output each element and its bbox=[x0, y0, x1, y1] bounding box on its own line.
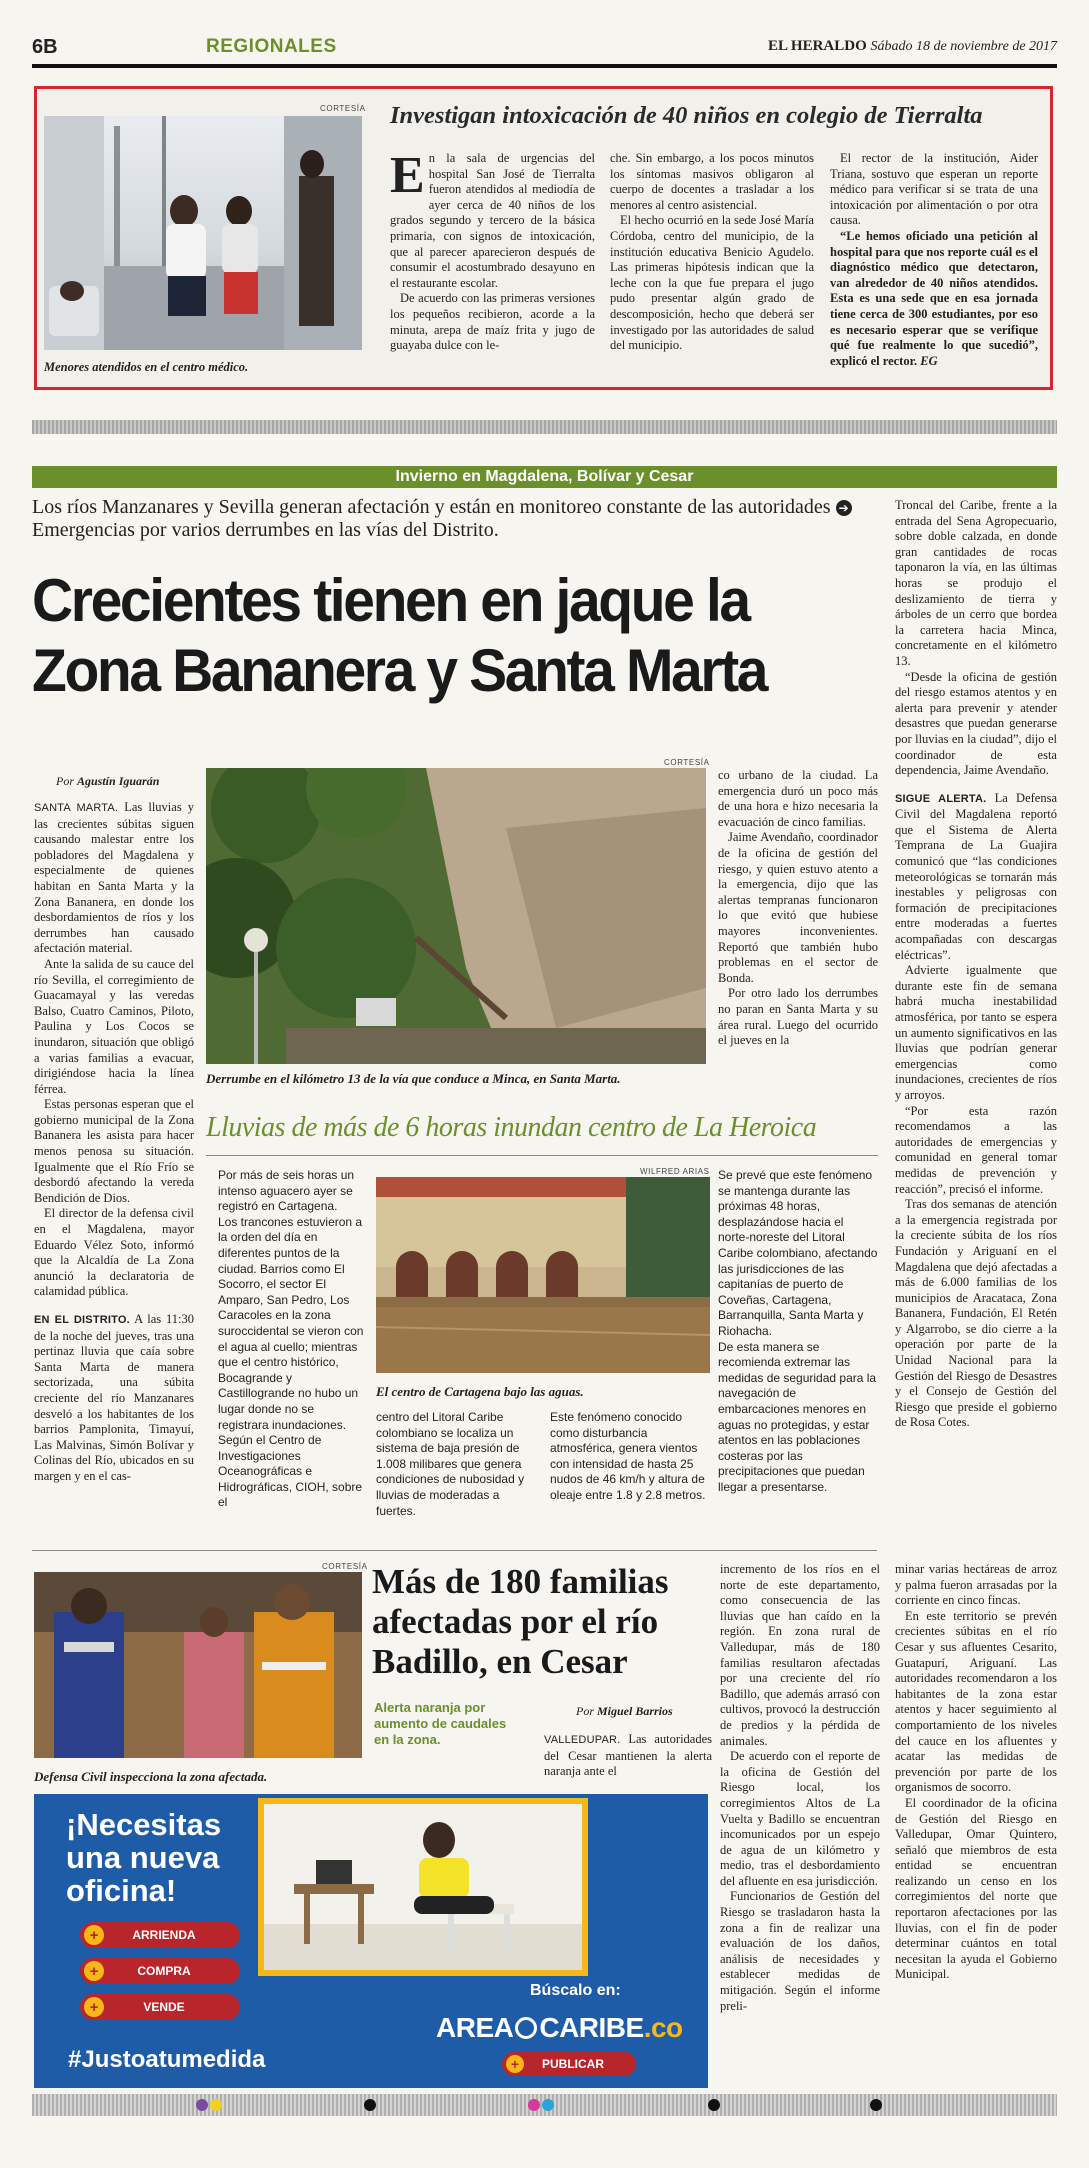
story1-photo bbox=[44, 116, 362, 350]
story4-subhead: Alerta naranja por aumento de caudales en la zona. bbox=[374, 1700, 507, 1747]
ad-button-arrienda[interactable] bbox=[80, 1922, 240, 1948]
story4-p3: De acuerdo con el reporte de la oficina de Gestión del Riesgo local, los corregimientos Altos de La Vuelta y Badillo se encuentran incomunicados por un espejo de agua de un kilómetro y medio, tras el desbordamiento del afluente en esa jurisdicción. bbox=[720, 1749, 880, 1888]
ad-button-vende-label: VENDE bbox=[143, 2000, 185, 2014]
story3-col1 bbox=[218, 1168, 364, 1511]
story3-photo bbox=[376, 1177, 710, 1373]
story2-byline-prefix: Por bbox=[56, 774, 74, 788]
story2-deck-main: Los ríos Manzanares y Sevilla generan afectación y están en monitoreo constante de las autoridades bbox=[32, 496, 831, 518]
ad-brand-logo-icon bbox=[515, 2017, 537, 2039]
ad-brand-right: CARIBE bbox=[539, 2012, 644, 2043]
story3-credit: WILFRED ARIAS bbox=[640, 1167, 710, 1176]
story2-caption: Derrumbe en el kilómetro 13 de la vía que conduce a Minca, en Santa Marta. bbox=[206, 1071, 621, 1086]
registration-dot bbox=[542, 2099, 554, 2111]
story4-headline: Más de 180 familias afectadas por el río Badillo, en Cesar bbox=[372, 1562, 669, 1681]
story2-headline: Crecientes tienen en jaque la Zona Bananera y Santa Marta bbox=[32, 567, 767, 704]
ad-button-compra[interactable] bbox=[80, 1958, 240, 1984]
story2-subhead-distrito: EN EL DISTRITO. bbox=[34, 1314, 130, 1326]
story4-p5: minar varias hectáreas de arroz y palma fueron arrasadas por la corriente en cinco fincas. bbox=[895, 1562, 1057, 1608]
story4-byline bbox=[576, 1704, 673, 1719]
registration-dot bbox=[364, 2099, 376, 2111]
ad-button-compra-label: COMPRA bbox=[137, 1964, 191, 1978]
story3-p2: Los trancones estuvieron a la orden del día en diferentes puntos de la ciudad. Barrios como El Socorro, el sector El Amparo, San Pedro, Los Caracoles en la zona suroccidental se vieron con el agua al cuello; mientras que el centro histórico, Bocagrande y Castillogrande no hubo un lugar donde no se registrara inundaciones. bbox=[218, 1214, 364, 1432]
drop-cap: E bbox=[390, 147, 425, 204]
story2-p11-text: La Defensa Civil del Magdalena reportó que el Sistema de Alerta Temprana de La Guajira comunicó que “las condiciones meteorológicas se tornarán más inestables y peligrosas con formación de precipitaciones entre moderadas a fuertes acompañadas con descargas eléctricas”. bbox=[895, 790, 1057, 962]
ad-button-arrienda-label: ARRIENDA bbox=[132, 1928, 196, 1942]
story2-deck bbox=[32, 496, 872, 542]
story4-p4: Funcionarios de Gestión del Riesgo se trasladaron hasta la zona a fin de realizar una evaluación de los daños, análisis de necesidades y establecer medidas de mitigación. Según el informe preli- bbox=[720, 1889, 880, 2013]
deck-arrow-icon: ➔ bbox=[836, 500, 852, 516]
story2-p8: Por otro lado los derrumbes no paran en Santa Marta y su área rural. Luego del ocurrido el jueves en la bbox=[718, 986, 878, 1048]
story3-p4: Se prevé que este fenómeno se mantenga durante las próximas 48 horas, desplazándose hacia el norte-noreste del Litoral Caribe colombiano, afectando las jurisdicciones de las capitanías de puerto de Coveñas, Cartagena, Barranquilla, Santa Marta y Riohacha. bbox=[718, 1168, 878, 1338]
ad-title-line2: una nueva bbox=[66, 1840, 220, 1875]
registration-dot bbox=[870, 2099, 882, 2111]
ad-publish-button[interactable] bbox=[502, 2052, 636, 2076]
landslide-illustration bbox=[206, 768, 706, 1064]
section-divider bbox=[32, 420, 1057, 434]
page-number: 6B bbox=[32, 36, 58, 58]
paper-name: EL HERALDO bbox=[768, 38, 867, 54]
story2-deck-secondary: Emergencias por varios derrumbes en las vías del Distrito. bbox=[32, 519, 499, 541]
plus-icon: + bbox=[84, 1997, 104, 2017]
story2-p10: “Desde la oficina de gestión del riesgo estamos atentos y en alerta para prevenir y atender desastres que puedan generarse por lluvias en la ciudad”, dijo el coordinador de esta dependencia, Jaime Avendaño. bbox=[895, 669, 1057, 778]
edition-date: Sábado 18 de noviembre de 2017 bbox=[870, 39, 1058, 54]
story1-signature: EG bbox=[920, 353, 938, 368]
story1-p3: che. Sin embargo, a los pocos minutos los síntomas masivos obligaron al cuerpo de docentes a trasladar a los menores al centro asistencial. bbox=[610, 151, 814, 212]
section-name: REGIONALES bbox=[206, 36, 337, 57]
ad-title bbox=[66, 1808, 221, 1907]
story4-p7: El coordinador de la oficina de Gestión del Riesgo en Valledupar, Omar Quintero, señaló que miembros de esta entidad se encuentran realizando un censo en los corregimientos del norte que reportaron afectaciones por las lluvias, con el fin de poder determinar cuántos en total necesitan la ayuda el Gobierno Municipal. bbox=[895, 1795, 1057, 1982]
story2-byline bbox=[56, 774, 159, 789]
story4-photo bbox=[34, 1572, 362, 1758]
plus-icon: + bbox=[506, 2055, 524, 2073]
story4-dateline: VALLEDUPAR. bbox=[544, 1734, 621, 1746]
story2-photo bbox=[206, 768, 706, 1064]
story2-p7: Jaime Avendaño, coordinador de la oficina de gestión del riesgo, y quien estuvo atento a la emergencia, dijo que las alertas tempranas funcionaron lo que evitó que hubiese mayores inconvenientes. Reportó que también hubo problemas en el sector de Bonda. bbox=[718, 830, 878, 985]
story4-p6: En este territorio se prevén crecientes súbitas en el río Cesar y sus afluentes Cesarito, Guatapurí, Ariguaní. Las autoridades recomendaron a los habitantes de la zona estar atentos y hacer seguimiento al comportamiento de los niveles del cauce en los afluentes y acatar las medidas de prevención por parte de los organismos de socorro. bbox=[895, 1608, 1057, 1795]
story4-credit: CORTESÍA bbox=[322, 1562, 368, 1571]
story3-col2: centro del Litoral Caribe colombiano se localiza un sistema de baja presión de 1.008 milibares que genera condiciones de nubosidad y lluvias de moderadas a fuertes. bbox=[376, 1410, 525, 1518]
plus-icon: + bbox=[84, 1925, 104, 1945]
story4-caption: Defensa Civil inspecciona la zona afectada. bbox=[34, 1769, 268, 1784]
story2-col5 bbox=[895, 498, 1057, 1431]
story4-top-rule bbox=[32, 1550, 877, 1551]
story1-credit: CORTESÍA bbox=[320, 104, 366, 113]
story1-col3 bbox=[830, 151, 1038, 369]
ad-button-vende[interactable] bbox=[80, 1994, 240, 2020]
ad-search-label: Búscalo en: bbox=[530, 1982, 621, 1999]
story4-col1 bbox=[544, 1732, 712, 1780]
story2-p13: “Por esta razón recomendamos a las autoridades de emergencias y comunidad en general tomar medidas de prevención y reacción”, precisó el informe. bbox=[895, 1103, 1057, 1196]
story1-col2 bbox=[610, 151, 814, 354]
story4-col2 bbox=[720, 1562, 880, 2014]
story1-p5: El rector de la institución, Aider Triana, sostuvo que esperan un reporte médico para verificar si se trata de una intoxicación por alimentación o por otra causa. bbox=[830, 151, 1038, 228]
story2-p1-text: Las lluvias y las crecientes súbitas siguen causando malestar entre los pobladores del Magdalena y especialmente de quienes habitan en Santa Marta y la Zona Bananera, en donde los desbordamientos de ríos y los derrumbes han causado afectación material. bbox=[34, 800, 194, 956]
ad-title-line1: ¡Necesitas bbox=[66, 1807, 222, 1842]
story1-p6 bbox=[830, 229, 1038, 369]
story1-caption: Menores atendidos en el centro médico. bbox=[44, 360, 249, 374]
story1-quote: “Le hemos oficiado una petición al hospital para que nos reporte cuál es el diagnóstico médico que detectaron, van alrededor de 40 niños atendidos. Esta es una sede que en esa jornada tiene cerca de 300 estudiantes, por eso es necesario esperar que se verifique qué fue realmente lo que sucedió”, explicó el rector. bbox=[830, 228, 1038, 368]
ad-brand-tld: .co bbox=[643, 2012, 683, 2043]
story4-p1-text: Las autoridades del Cesar mantienen la alerta naranja ante el bbox=[544, 1732, 713, 1779]
story2-p12: Advierte igualmente que durante este fin de semana habrá mucha inestabilidad atmosférica, por tanto se espera un aumento significativos en las lluvias que podrían generar emergencias como inundaciones, crecientes de ríos y arroyos. bbox=[895, 963, 1057, 1102]
registration-dot bbox=[210, 2099, 222, 2111]
story2-p11 bbox=[895, 791, 1057, 964]
civil-defense-illustration bbox=[34, 1572, 362, 1758]
story2-p3: Estas personas esperan que el gobierno municipal de la Zona Bananera les asista para hacer menos penosa su situación. Igualmente que el Río Frío se desbordó afectando la vereda Bendición de Dios. bbox=[34, 1097, 194, 1205]
story2-credit: CORTESÍA bbox=[664, 758, 710, 767]
story3-col4 bbox=[718, 1168, 878, 1495]
story3-p5: De esta manera se recomienda extremar las medidas de seguridad para la navegación de embarcaciones menores en aguas no protegidas, y estar atentos en las poblaciones costeras por las precipitaciones que puedan llegar a presentarse. bbox=[718, 1339, 877, 1494]
flood-illustration bbox=[376, 1177, 710, 1373]
ad-publish-label: PUBLICAR bbox=[542, 2057, 604, 2071]
story1-p4: El hecho ocurrió en la sede José María Córdoba, centro del municipio, de la institución educativa Benicio Agudelo. Las primeras hipótesis indican que la leche con la que fue prepara el jugo pudo presentar algún grado de descomposición, hecho que deberá ser investigado por las autoridades de salud del municipio. bbox=[610, 213, 814, 353]
story2-dateline: SANTA MARTA. bbox=[34, 802, 119, 814]
story2-subhead-alerta: SIGUE ALERTA. bbox=[895, 792, 987, 805]
story2-p5-text: A las 11:30 de la noche del jueves, tras una pertinaz lluvia que caía sobre Santa Marta de manera sectorizada, una súbita creciente del río Manzanares desveló a los habitantes de los barrios Pamplonita, Timayuí, Las Malvinas, Simón Bolívar y Colinas del Río, ubicados en su margen y en el cas- bbox=[34, 1312, 194, 1483]
plus-icon: + bbox=[84, 1961, 104, 1981]
story3-p1: Por más de seis horas un intenso aguacero ayer se registró en Cartagena. bbox=[218, 1168, 355, 1214]
story2-author: Agustín Iguarán bbox=[77, 774, 160, 788]
story2-p9: Troncal del Caribe, frente a la entrada del Sena Agropecuario, sobre doble calzada, en donde gran cantidades de rocas taponaron la vía, en las últimas horas se produjo el deslizamiento de tierra y árboles de un cerro que bordea la carretera hacia Minca, concretamente en el kilómetro 13. bbox=[895, 498, 1057, 668]
registration-dot bbox=[196, 2099, 208, 2111]
story3-caption: El centro de Cartagena bajo las aguas. bbox=[376, 1384, 584, 1399]
story4-byline-prefix: Por bbox=[576, 1704, 594, 1718]
story2-p14: Tras dos semanas de atención a la emergencia registrada por la creciente súbita de los ríos Fundación y Ariguaní en el Magdalena que dejó afectadas a más de 6.000 familias de los municipios de Aracataca, Zona Bananera, Fundación, El Retén y Algarrobo, se dio cierre a la operación por parte de la Unidad Nacional para la Gestión del Riesgo de Desastres y el Consejo de Gestión del Riesgo que preside el gobierno de Rosa Cotes. bbox=[895, 1197, 1057, 1430]
registration-dot bbox=[708, 2099, 720, 2111]
clinic-illustration bbox=[44, 116, 362, 350]
story3-p3: Según el Centro de Investigaciones Oceanográficas e Hidrográficas, CIOH, sobre el bbox=[218, 1433, 363, 1510]
story4-p1 bbox=[544, 1732, 712, 1780]
story1-p2: De acuerdo con las primeras versiones los pequeños recibieron, acorde a la minuta, arepa de maíz frita y jugo de guayaba dulce con le- bbox=[390, 291, 595, 353]
story2-kicker: Invierno en Magdalena, Bolívar y Cesar bbox=[32, 466, 1057, 488]
ad-hashtag: #Justoatumedida bbox=[68, 2046, 266, 2073]
ad-office-illustration bbox=[264, 1804, 582, 1970]
story4-col3 bbox=[895, 1562, 1057, 1983]
masthead-line bbox=[768, 38, 1057, 55]
registration-dot bbox=[528, 2099, 540, 2111]
ad-title-line3: oficina! bbox=[66, 1873, 177, 1908]
story2-p4: El director de la defensa civil en el Magdalena, mayor Eduardo Vélez Soto, informó que la Alcaldía de La Zona anunció la declaratoria de calamidad pública. bbox=[34, 1206, 194, 1299]
story2-p6: co urbano de la ciudad. La emergencia duró un poco más de una hora e hizo necesaria la evacuación de cinco familias. bbox=[718, 768, 878, 829]
story1-p1: n la sala de urgencias del hospital San José de Tierralta fueron atendidos al mediodía de ayer cerca de 40 niños de los grados segundo y tercero de la básica primaria, con signos de intoxicación, que al parecer aparecieron después de consumir el acostumbrado desayuno en el restaurante escolar. bbox=[390, 151, 595, 290]
story2-p1 bbox=[34, 800, 194, 957]
header-rule bbox=[32, 64, 1057, 68]
story4-p2: incremento de los ríos en el norte de este departamento, como consecuencia de las lluvias que han caído en la región. En zona rural de Valledupar, más de 180 familias resultaron afectadas por una creciente del río Badillo, que además arrasó con cultivos, provocó la destrucción de predios y la pérdida de animales. bbox=[720, 1562, 880, 1748]
story2-col1 bbox=[34, 800, 194, 1485]
ad-brand[interactable] bbox=[436, 2012, 683, 2044]
story1-col1 bbox=[390, 147, 595, 354]
story1-headline: Investigan intoxicación de 40 niños en colegio de Tierralta bbox=[390, 102, 983, 129]
ad-photo-frame bbox=[258, 1798, 588, 1976]
story3-rule bbox=[206, 1155, 878, 1156]
story2-p5 bbox=[34, 1312, 194, 1485]
story2-col4 bbox=[718, 768, 878, 1049]
ad-banner[interactable] bbox=[34, 1794, 708, 2088]
story3-col3: Este fenómeno conocido como disturbancia atmosférica, genera vientos con intensidad de hasta 25 nudos de 46 km/h y altura de oleaje entre 1.8 y 2.8 metros. bbox=[550, 1410, 706, 1502]
story3-headline: Lluvias de más de 6 horas inundan centro de La Heroica bbox=[206, 1112, 817, 1143]
story4-author: Miguel Barrios bbox=[597, 1704, 673, 1718]
story2-p2: Ante la salida de su cauce del río Sevilla, el corregimiento de Guacamayal y las veredas Balso, Cuatro Caminos, Piloto, Paulina y Los Cocos se inundaron, situación que obligó a varias familias a evacuar, dirigiéndose hacia la línea férrea. bbox=[34, 956, 194, 1096]
ad-brand-left: AREA bbox=[436, 2012, 514, 2043]
